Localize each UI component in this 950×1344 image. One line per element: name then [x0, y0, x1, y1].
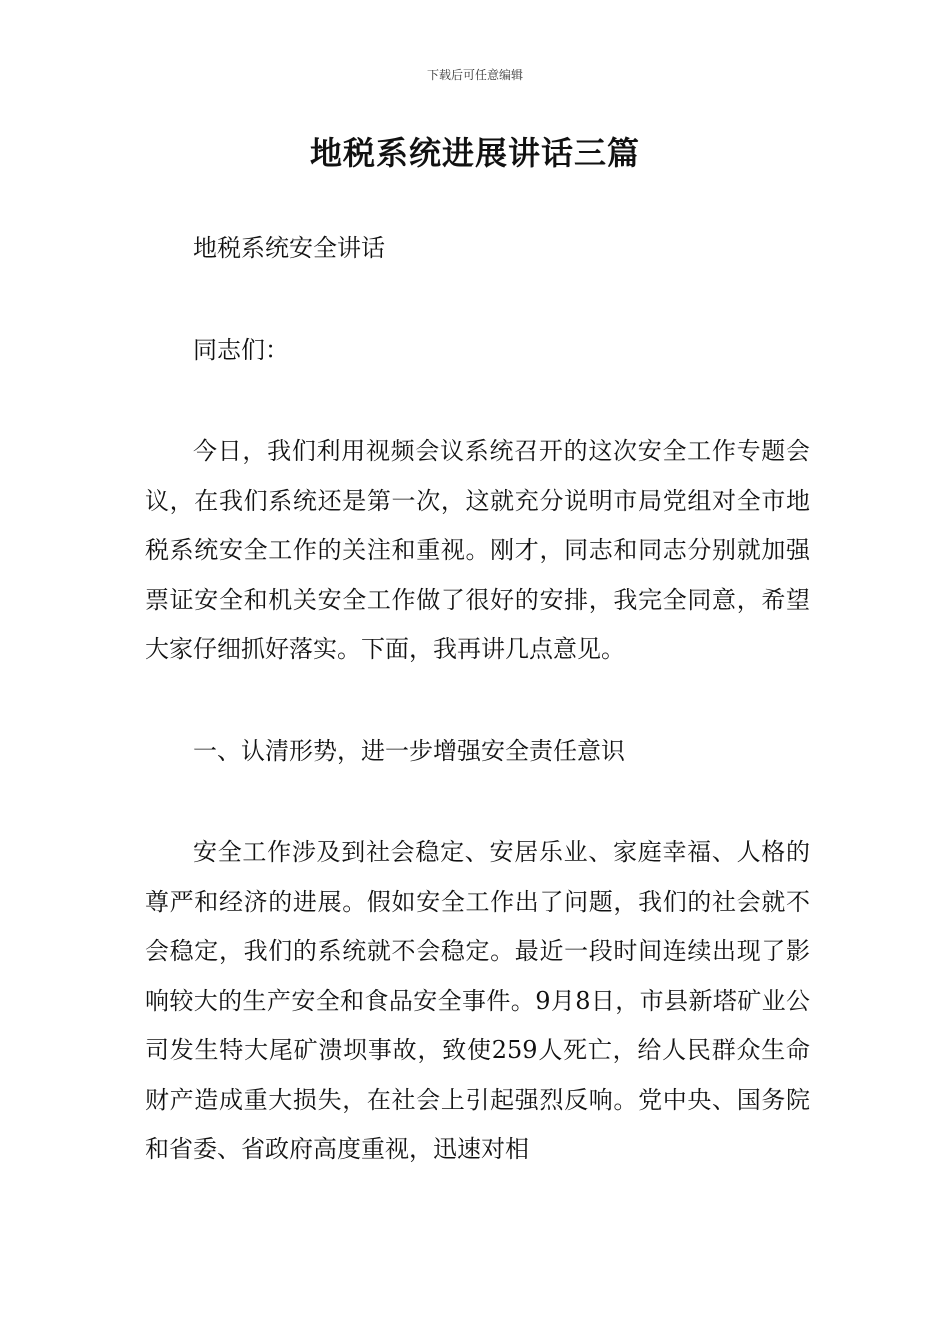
header-note: 下载后可任意编辑 — [426, 68, 523, 82]
paragraph-gap — [145, 776, 810, 828]
document-body — [145, 224, 810, 1175]
paragraph-gap — [145, 375, 810, 427]
salutation: 同志们： — [193, 335, 289, 364]
paragraph-gap — [145, 274, 810, 326]
body-paragraph: 安全工作涉及到社会稳定、安居乐业、家庭幸福、人格的尊严和经济的进展。假如安全工作出了问题，我们的社会就不会稳定，我们的系统就不会稳定。最近一段时间连续出现了影响较大的生产安全和食品安全事件。9月8日，市县新塔矿业公司发生特大尾矿溃坝事故，致使259人死亡，给人民群众生命财产造成重大损失，在社会上引起强烈反响。党中央、国务院和省委、省政府高度重视，迅速对相 — [145, 838, 810, 1163]
document-title: 地税系统进展讲话三篇 — [309, 134, 640, 172]
subsection-heading: 一、认清形势，进一步增强安全责任意识 — [193, 736, 625, 765]
paragraph-gap — [145, 675, 810, 727]
body-paragraph: 今日，我们利用视频会议系统召开的这次安全工作专题会议，在我们系统还是第一次，这就充分说明市局党组对全市地税系统安全工作的关注和重视。刚才，同志和同志分别就加强票证安全和机关安全工作做了很好的安排，我完全同意，希望大家仔细抓好落实。下面，我再讲几点意见。 — [145, 437, 810, 663]
section-heading: 地税系统安全讲话 — [193, 234, 385, 262]
